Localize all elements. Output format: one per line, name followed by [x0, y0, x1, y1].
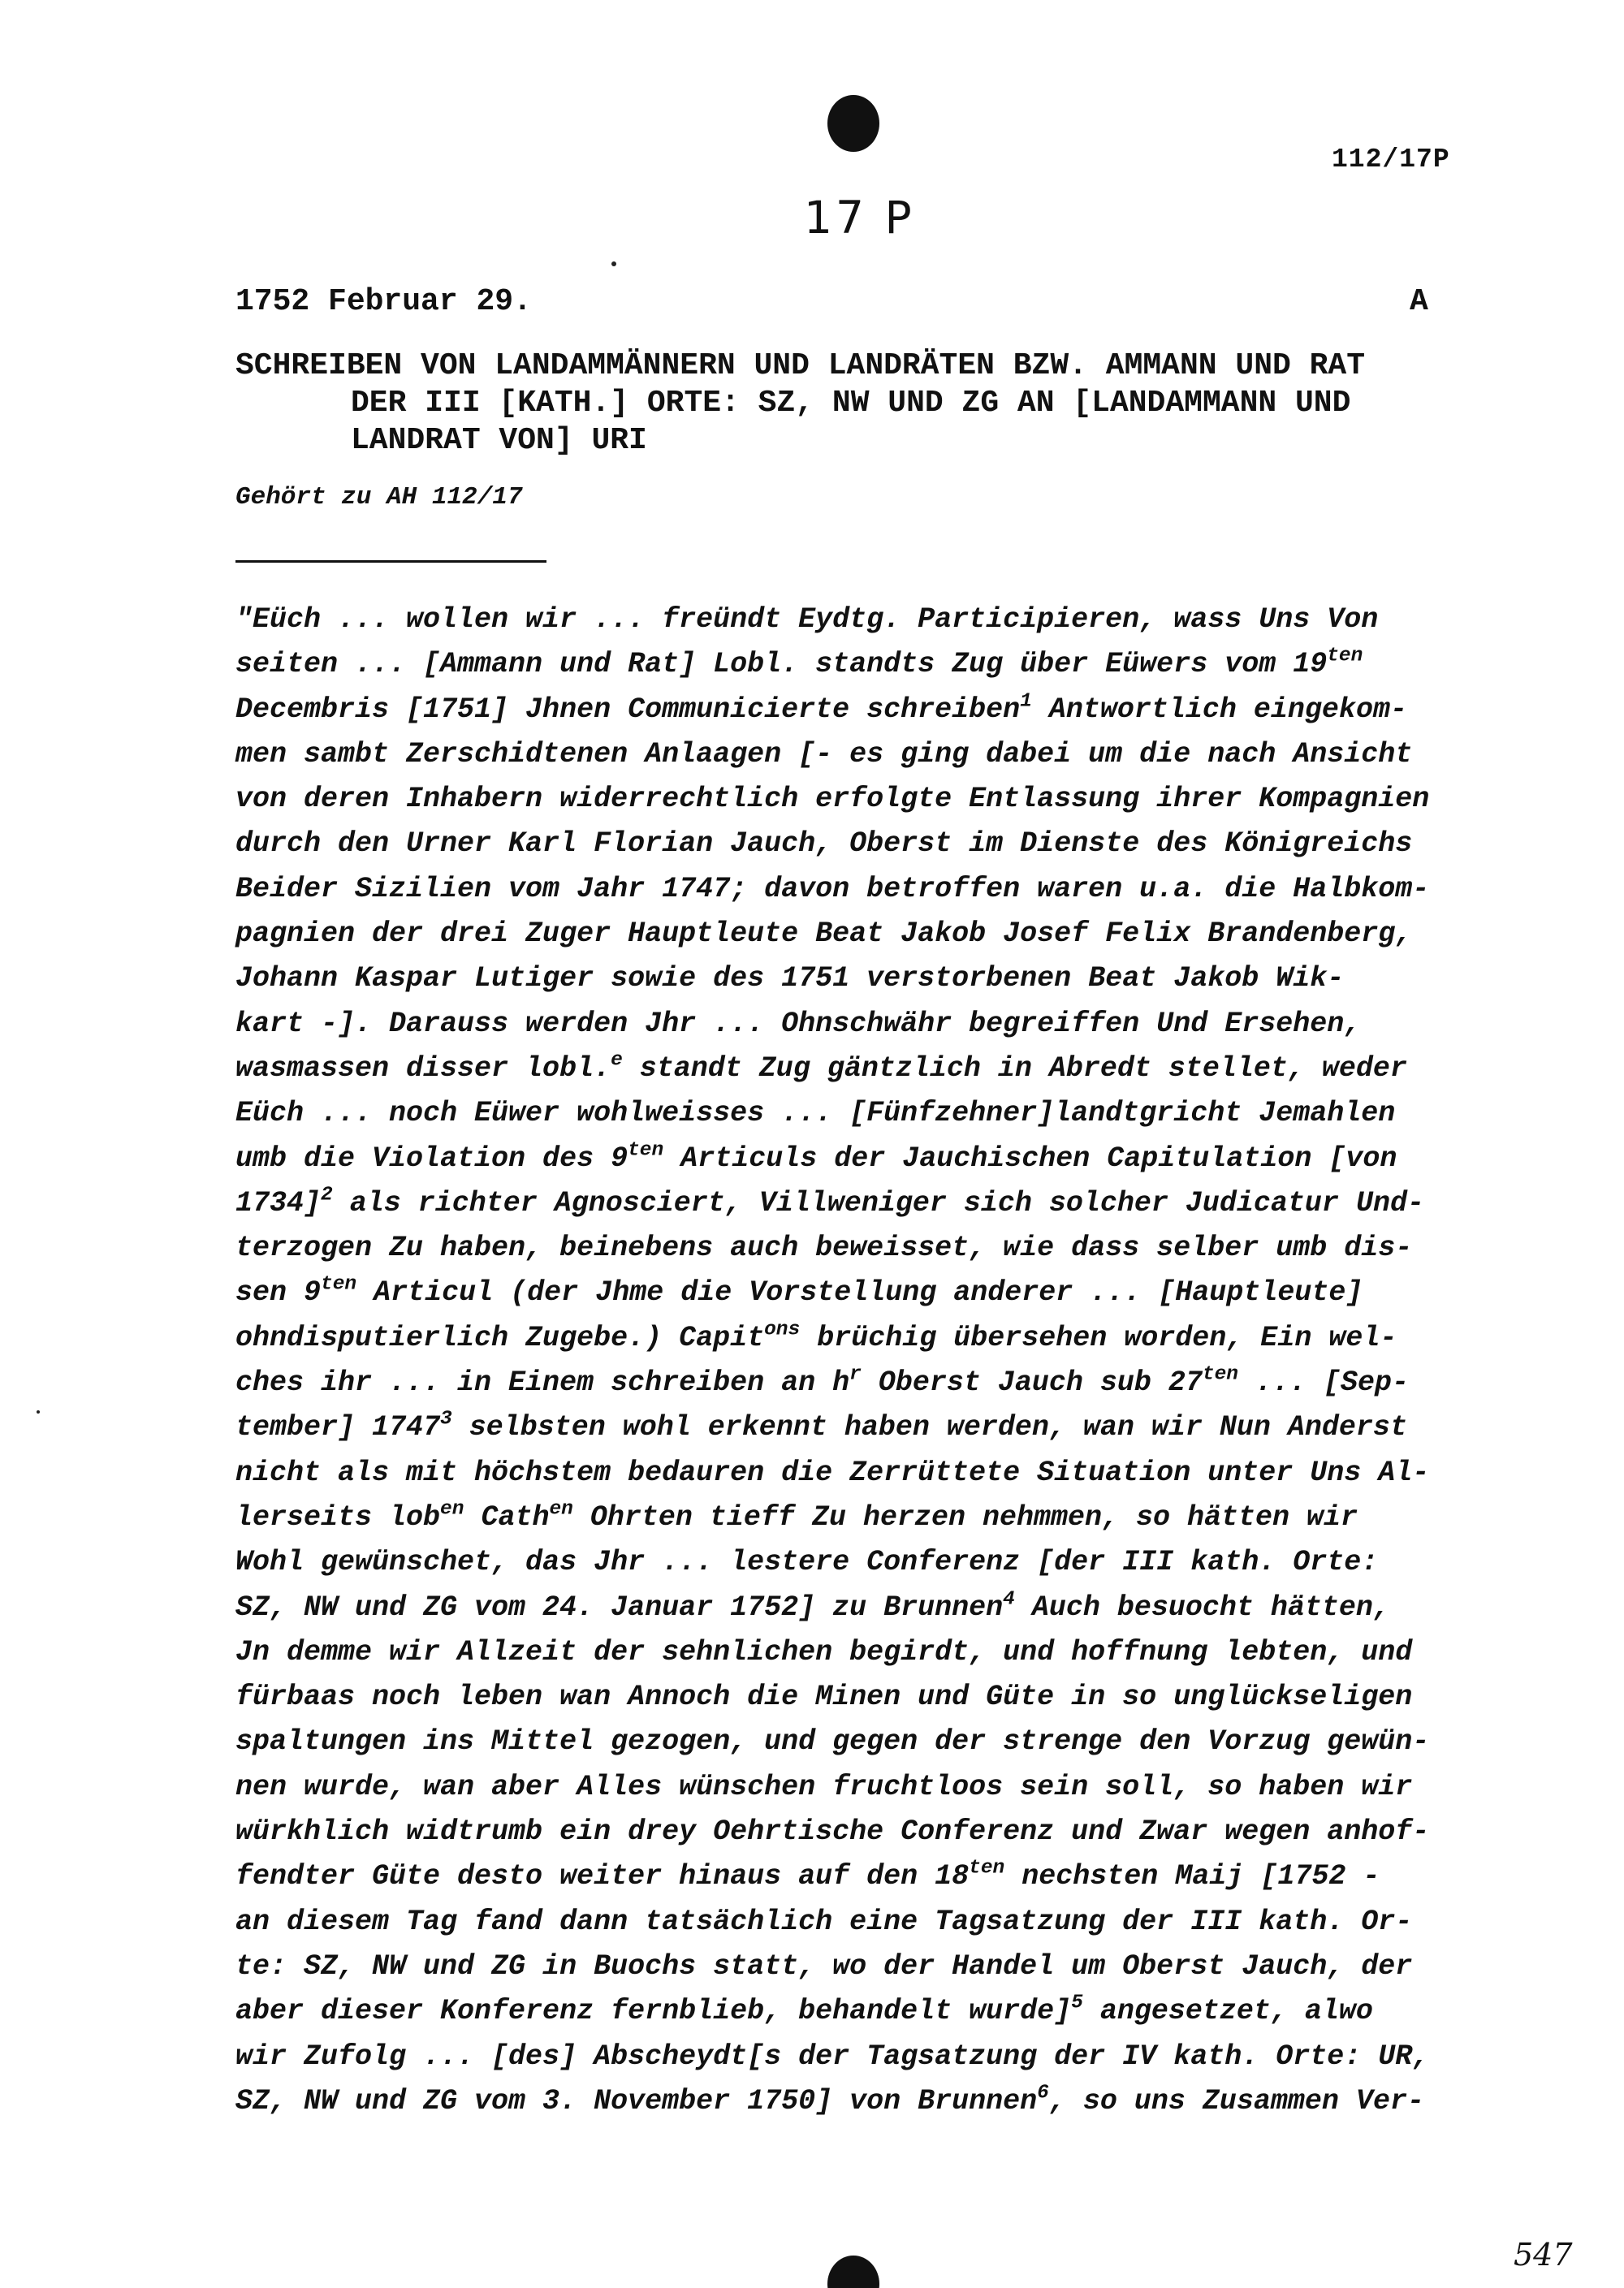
text-line: seiten ... [Ammann und Rat] Lobl. standts Zug über Eüwers vom $19^{ten}$ — [235, 645, 1363, 681]
text-line: sen $9^{ten}$ Articul (der Jhme die Vorstellung anderer ... [Hauptleute] — [235, 1273, 1363, 1310]
heading-line: LANDRAT VON] URI — [351, 423, 647, 458]
text-line: würkhlich widtrumb ein drey Oehrtische Conferenz und Zwar wegen anhof- — [235, 1815, 1430, 1849]
text-line: von deren Inhabern widerrechtlich erfolgte Entlassung ihrer Kompagnien — [235, 783, 1430, 816]
footnote-ref: 3 — [440, 1408, 452, 1431]
handwritten-folio-mark: 547 — [1514, 2237, 1573, 2273]
text-line: Johann Kaspar Lutiger sowie des 1751 verstorbenen Beat Jakob Wik- — [235, 962, 1345, 995]
archive-reference: 112/17P — [1332, 145, 1450, 175]
text-line: terzogen Zu haben, beinebens auch beweisset, wie dass selber umb dis- — [235, 1232, 1413, 1265]
text-line: Decembris [1751] Jhnen Communicierte schreiben$^1$ Antwortlich eingekom- — [235, 690, 1407, 726]
footnote-ref: 6 — [1037, 2082, 1049, 2105]
footnote-ref: 5 — [1071, 1992, 1083, 2014]
footnote-ref: 1 — [1020, 690, 1032, 713]
heading-line: SCHREIBEN VON LANDAMMÄNNERN UND LANDRÄTEN BZW. AMMANN UND RAT — [235, 348, 1366, 383]
text-line: SZ, NW und ZG vom 24. Januar 1752] zu Brunnen$^4$ Auch besuocht hätten, — [235, 1588, 1390, 1624]
text-line: men sambt Zerschidtenen Anlaagen [- es ging dabei um die nach Ansicht — [235, 737, 1413, 771]
text-line: aber dieser Konferenz fernblieb, behandelt wurde]$^5$ angesetzet, alwo — [235, 1992, 1373, 2028]
text-line: tember] 1747$^3$ selbsten wohl erkennt haben werden, wan wir Nun Anderst — [235, 1408, 1407, 1444]
text-line: Eüch ... noch Eüwer wohlweisses ... [Fünfzehner]landtgricht Jemahlen — [235, 1097, 1396, 1130]
person-name: Lutiger — [474, 962, 594, 995]
text-line: wir Zufolg ... [des] Abscheydt[s der Tagsatzung der IV kath. Orte: UR, — [235, 2040, 1430, 2073]
text-line: 1734]$^2$ als richter Agnosciert, Villweniger sich solcher Judicatur Und- — [235, 1184, 1424, 1220]
footnote-ref: 4 — [1003, 1588, 1015, 1611]
scan-speck — [611, 261, 616, 266]
transcription-body — [235, 598, 1470, 2124]
entry-grade: A — [1410, 284, 1428, 319]
entry-heading — [235, 348, 1453, 460]
person-name: Brandenberg — [1207, 917, 1396, 951]
text-line: SZ, NW und ZG vom 3. November 1750] von Brunnen$^6$, so uns Zusammen Ver- — [235, 2082, 1424, 2117]
person-name: Wik- — [1276, 962, 1345, 995]
text-line: Jn demme wir Allzeit der sehnlichen begirdt, und hoffnung lebten, und — [235, 1635, 1413, 1669]
person-name: kart — [235, 1007, 304, 1040]
text-line: te: SZ, NW und ZG in Buochs statt, wo der Handel um Oberst Jauch, der — [235, 1949, 1413, 1983]
page-number: 17 P — [804, 192, 915, 244]
text-line: pagnien der drei Zuger Hauptleute Beat Jakob Josef Felix Brandenberg, — [235, 917, 1413, 951]
text-line: kart -]. Darauss werden Jhr ... Ohnschwähr begreiffen Und Ersehen, — [235, 1007, 1362, 1040]
text-line: nicht als mit höchstem bedauren die Zerrüttete Situation unter Uns Al- — [235, 1456, 1430, 1489]
text-line: umb die Violation des $9^{ten}$ Articuls der Jauchischen Capitulation [von — [235, 1139, 1397, 1175]
text-line: spaltungen ins Mittel gezogen, und gegen der strenge den Vorzug gewün- — [235, 1725, 1430, 1759]
entry-date: 1752 Februar 29. — [235, 284, 532, 319]
footnote-ref: 2 — [321, 1184, 333, 1207]
belongs-to-note: Gehört zu AH 112/17 — [235, 483, 523, 512]
text-line: Beider Sizilien vom Jahr 1747; davon betroffen waren u.a. die Halbkom- — [235, 872, 1430, 905]
text-line: Wohl gewünschet, das Jhr ... lestere Conferenz [der III kath. Orte: — [235, 1546, 1379, 1579]
heading-line: DER III [KATH.] ORTE: SZ, NW UND ZG AN [LANDAMMANN UND — [351, 386, 1351, 421]
text-line: lerseits lob$^{en}$ Cath$^{en}$ Ohrten tieff Zu herzen nehmmen, so hätten wir — [235, 1498, 1358, 1534]
person-name: Jauch — [730, 827, 816, 861]
text-line: ches ihr ... in Einem schreiben an $h^r$ Oberst Jauch sub $27^{ten}$ ... [Sep- — [235, 1363, 1410, 1400]
text-line: wasmassen disser lobl.$^e$ standt Zug gäntzlich in Abredt stellet, weder — [235, 1049, 1407, 1085]
text-line: durch den Urner Karl Florian Jauch, Oberst im Dienste des Königreichs — [235, 827, 1413, 861]
text-line: fendter Güte desto weiter hinaus auf den $18^{ten}$ nechsten Maij [1752 - — [235, 1857, 1380, 1893]
text-line: nen wurde, wan aber Alles wünschen fruchtloos sein soll, so haben wir — [235, 1770, 1413, 1803]
scan-speck — [37, 1410, 40, 1414]
text-line: an diesem Tag fand dann tatsächlich eine Tagsatzung der III kath. Or- — [235, 1905, 1413, 1938]
text-line: ohndisputierlich Zugebe.) Capit$^{ons}$ brüchig übersehen worden, Ein wel- — [235, 1319, 1397, 1354]
punch-hole-bottom — [827, 2256, 879, 2288]
separator-rule — [235, 560, 546, 563]
text-line: "Eüch ... wollen wir ... freündt Eydtg. Participieren, wass Uns Von — [235, 603, 1379, 636]
text-line: fürbaas noch leben wan Annoch die Minen und Güte in so unglückseligen — [235, 1681, 1413, 1714]
punch-hole-top — [827, 95, 879, 152]
